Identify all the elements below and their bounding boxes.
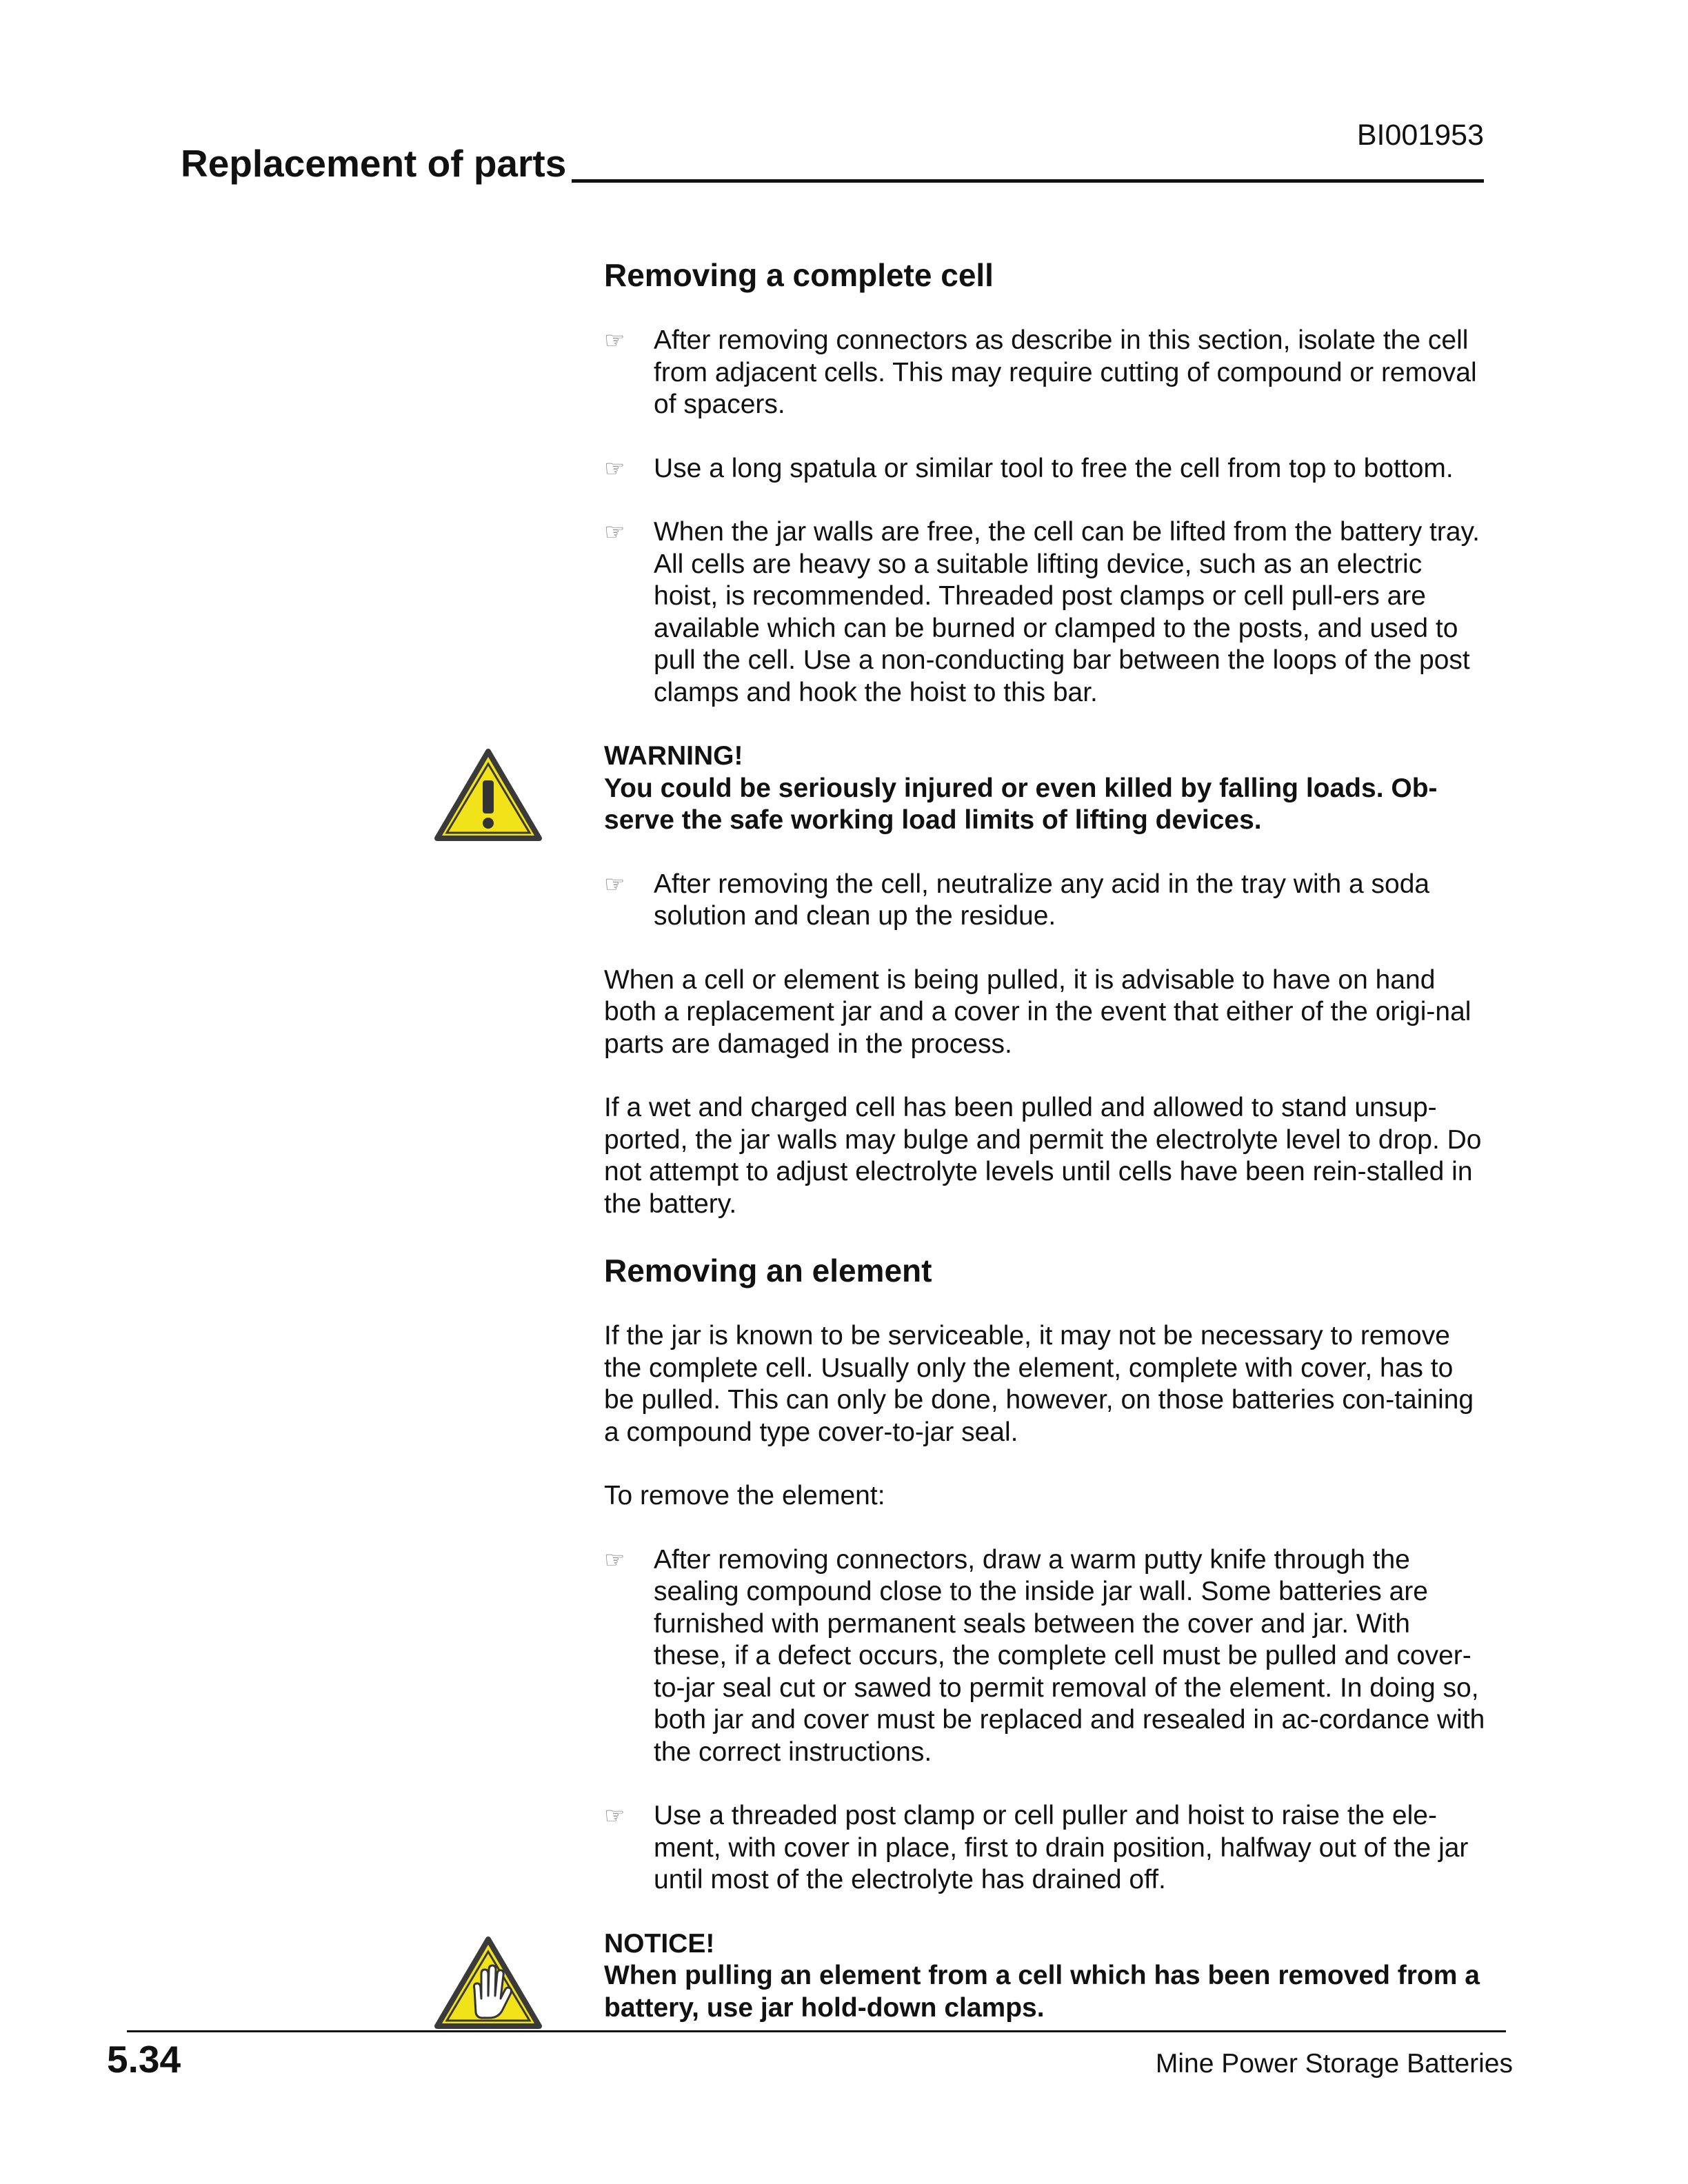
page-number: 5.34 (107, 2038, 181, 2081)
chapter-title-rule (572, 179, 1484, 183)
list-item-text: After removing connectors as describe in this section, isolate the cell from adjacent cells. This may require cutting of compound or removal of spacers. (654, 325, 1477, 420)
list-item-text: Use a threaded post clamp or cell puller and hoist to raise the ele-ment, with cover in place, first to drain position, halfway out of the jar until most of the electrolyte has drained off. (654, 1801, 1469, 1895)
notice-callout (604, 1928, 1487, 2025)
list-item-text: When the jar walls are free, the cell can be lifted from the battery tray. All cells are heavy so a suitable lifting device, such as an electric hoist, is recommended. Threaded post clamps or cell pull-ers are available which can be burned or clamped to the posts, and used to pull the cell. Use a non-conducting bar between the loops of the post clamps and hook the hoist to this bar. (654, 517, 1480, 707)
warning-triangle-icon (433, 747, 543, 844)
footer-title: Mine Power Storage Batteries (1155, 2049, 1513, 2079)
hand-notice-triangle-icon (433, 1935, 543, 2032)
document-id: BI001953 (1356, 119, 1484, 152)
paragraph: When a cell or element is being pulled, it is advisable to have on hand both a replacement jar and a cover in the event that either of the origi-nal parts are damaged in the process. (604, 964, 1471, 1059)
section-heading-removing-element: Removing an element (604, 1253, 932, 1289)
warning-text: You could be seriously injured or even killed by falling loads. Ob-serve the safe working load limits of lifting devices. (604, 773, 1438, 836)
page-content (604, 256, 1487, 2056)
pointing-hand-icon: ☞ (604, 455, 625, 482)
list-item (604, 325, 1487, 421)
notice-text: When pulling an element from a cell which has been removed from a battery, use jar hold-down clamps. (604, 1961, 1480, 2023)
paragraph: To remove the element: (604, 1481, 885, 1511)
list-item-text: After removing the cell, neutralize any acid in the tray with a soda solution and clean up the residue. (654, 869, 1430, 931)
paragraph: If a wet and charged cell has been pulled and allowed to stand unsup-ported, the jar walls may bulge and permit the electrolyte level to drop. Do not attempt to adjust electrolyte levels until cells have been rein-stalled in the battery. (604, 1093, 1482, 1219)
list-item (604, 1800, 1487, 1897)
section-heading-removing-complete-cell: Removing a complete cell (604, 257, 994, 293)
pointing-hand-icon: ☞ (604, 327, 625, 354)
footer-rule (127, 2030, 1506, 2032)
chapter-header (181, 142, 1484, 185)
pointing-hand-icon: ☞ (604, 1803, 625, 1830)
paragraph: If the jar is known to be serviceable, it may not be necessary to remove the complete cell. Usually only the element, complete with cover, has to be pulled. This can only be done, however, on those batteries con-taining a compound type cover-to-jar seal. (604, 1321, 1474, 1447)
pointing-hand-icon: ☞ (604, 519, 625, 546)
warning-label: WARNING! (604, 741, 743, 771)
pointing-hand-icon: ☞ (604, 871, 625, 898)
list-item-text: Use a long spatula or similar tool to free the cell from top to bottom. (654, 453, 1454, 483)
warning-callout (604, 740, 1487, 837)
list-item (604, 516, 1487, 709)
notice-label: NOTICE! (604, 1928, 715, 1959)
pointing-hand-icon: ☞ (604, 1546, 625, 1573)
list-item-text: After removing connectors, draw a warm putty knife through the sealing compound close to the inside jar wall. Some batteries are furnished with permanent seals between the cover and jar. With these, if a defect occurs, the complete cell must be pulled and cover-to-jar seal cut or sawed to permit removal of the element. In doing so, both jar and cover must be replaced and resealed in ac-cordance with the correct instructions. (654, 1544, 1485, 1767)
list-item (604, 1544, 1487, 1769)
list-item (604, 453, 1487, 485)
chapter-title: Replacement of parts (181, 142, 567, 185)
list-item (604, 869, 1487, 933)
